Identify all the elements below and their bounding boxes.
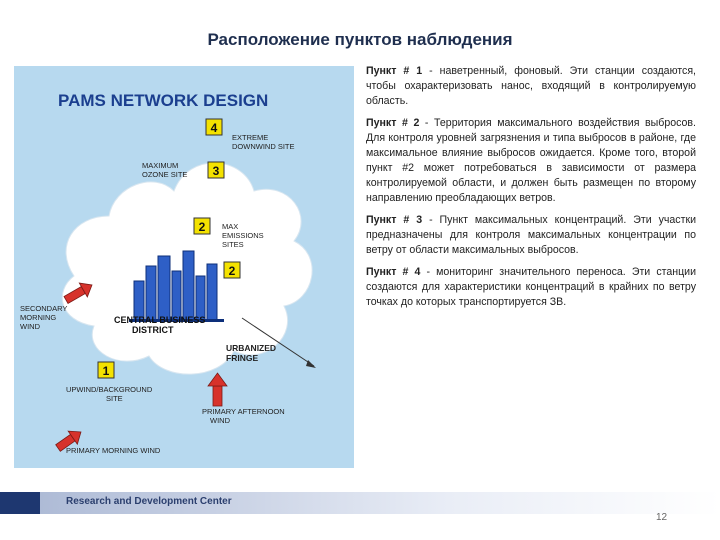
site-marker-2b (224, 262, 240, 278)
point-2-label: Пункт # 2 (366, 117, 420, 129)
site-marker-1 (98, 362, 114, 378)
point-2-text: - Территория максимального воздействия выбросов. Для контроля уровней загрязнения и типа выбросов в районе, где максимальное влияние выбросов ожидается. Кроме того, второй пункт #2 может потребоваться в зависимости от размера контролируемой области, и должен быть размещен по второму направлению преобладающих ветров. (366, 117, 696, 204)
label-secondary-wind-3: WIND (20, 322, 40, 331)
label-secondary-wind-2: MORNING (20, 313, 57, 322)
site-marker-4 (206, 119, 222, 135)
point-3-paragraph (366, 213, 696, 258)
label-max-emissions: MAX (222, 222, 239, 231)
pams-diagram (14, 66, 354, 468)
label-primary-afternoon-2: WIND (210, 416, 230, 425)
page-number: 12 (656, 512, 668, 523)
slide-title: Расположение пунктов наблюдения (207, 30, 513, 49)
label-primary-morning: PRIMARY MORNING WIND (66, 446, 161, 455)
point-3-text: - Пункт максимальных концентраций. Эти участки предназначены для контроля максимальных концентрации по ветру от области максимальных выбросов. (366, 214, 696, 256)
svg-text:2: 2 (198, 220, 206, 234)
point-4-paragraph (366, 265, 696, 310)
svg-text:3: 3 (212, 164, 220, 178)
svg-text:2: 2 (228, 264, 236, 278)
label-max-emissions-2: EMISSIONS (222, 231, 264, 240)
footer-organization: Research and Development Center (66, 496, 232, 507)
label-secondary-wind: SECONDARY (20, 304, 68, 313)
svg-text:1: 1 (102, 364, 110, 378)
svg-text:4: 4 (210, 121, 218, 135)
point-4-text: - мониторинг значительного переноса. Эти станции создаются для характеристики концентраций в крайних по ветру точках до которых транспортируется ЗВ. (366, 266, 696, 308)
site-marker-3 (208, 162, 224, 178)
point-3-label: Пункт # 3 (366, 214, 423, 226)
diagram-svg (14, 66, 354, 468)
point-descriptions (366, 64, 696, 317)
footer-bar (0, 492, 720, 514)
label-max-ozone: MAXIMUM (142, 161, 179, 170)
label-cbd: CENTRAL BUSINESS (114, 315, 206, 325)
label-max-ozone-2: OZONE SITE (142, 170, 188, 179)
label-upwind-background-2: SITE (106, 394, 123, 403)
point-2-paragraph (366, 116, 696, 206)
point-1-text: - наветренный, фоновый. Эти станции создаются, чтобы охарактеризовать нанос, входящий в контролируемую область. (366, 65, 696, 107)
footer-accent (0, 492, 40, 514)
label-upwind-background: UPWIND/BACKGROUND (66, 385, 153, 394)
diagram-heading: PAMS NETWORK DESIGN (58, 91, 269, 110)
point-1-label: Пункт # 1 (366, 65, 423, 77)
label-cbd-2: DISTRICT (132, 325, 174, 335)
label-extreme-downwind: EXTREME (232, 133, 269, 142)
label-urbanized-fringe-2: FRINGE (226, 353, 259, 363)
label-extreme-downwind-2: DOWNWIND SITE (232, 142, 295, 151)
point-4-label: Пункт # 4 (366, 266, 421, 278)
point-1-paragraph (366, 64, 696, 109)
site-marker-2a (194, 218, 210, 234)
label-primary-afternoon: PRIMARY AFTERNOON (202, 407, 285, 416)
label-max-emissions-3: SITES (222, 240, 244, 249)
label-urbanized-fringe: URBANIZED (226, 343, 277, 353)
